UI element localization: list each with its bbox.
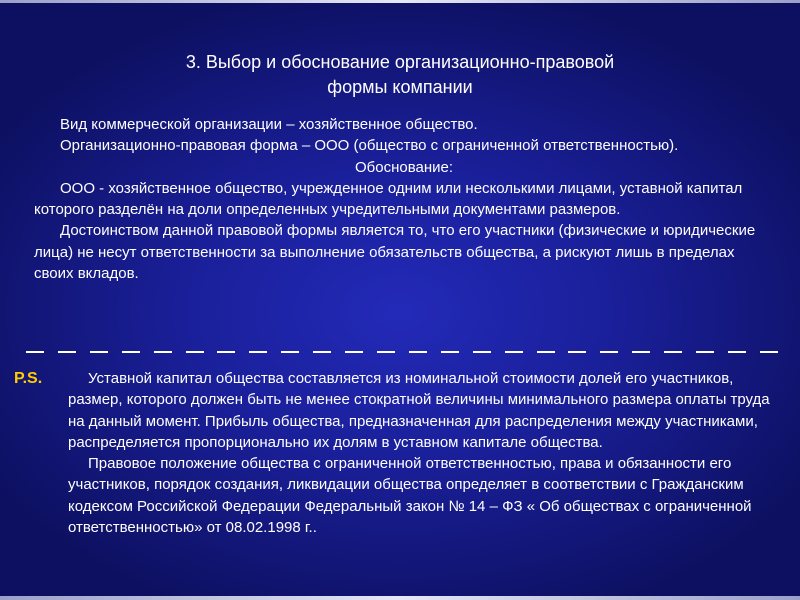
main-text-block: [34, 114, 774, 284]
paragraph-legal-status: Правовое положение общества с ограниченной ответственностью, права и обязанности его участников, порядок создания, ликвидации общества определяет в соответствии с Гражданским кодексом Российской Федерации Федеральный закон № 14 – ФЗ « Об обществах с ограниченной ответственностью» от 08.02.1998 г..: [68, 455, 752, 537]
top-border: [0, 0, 800, 3]
ps-text-block: [68, 368, 780, 538]
paragraph-llc-definition: ООО - хозяйственное общество, учрежденное одним или несколькими лицами, уставной капитал которого разделён на доли определенных учредительными документами размеров.: [34, 179, 743, 219]
bottom-border: [0, 596, 800, 600]
ps-label: P.S.: [14, 370, 43, 387]
title-line-2: формы компании: [327, 77, 473, 97]
paragraph-advantage: Достоинством данной правовой формы является то, что его участники (физические и юридические лица) не несут ответственности за выполнение обязательств общества, а рискуют лишь в пределах своих вкладов.: [34, 222, 756, 283]
title-line-1: 3. Выбор и обоснование организационно-правовой: [185, 52, 615, 72]
slide-title: [60, 50, 740, 100]
paragraph-org-type: Вид коммерческой организации – хозяйственное общество.: [60, 116, 478, 133]
paragraph-legal-form: Организационно-правовая форма – ООО (общество с ограниченной ответственностью).: [60, 137, 679, 155]
dashed-separator: [26, 351, 778, 353]
paragraph-charter-capital: Уставной капитал общества составляется из номинальной стоимости долей его участников, размер, которого должен быть не менее стократной величины минимального размера оплаты труда на данный момент. Прибыль общества, предназначенная для распределения между участниками, распределяется пропорционально их долям в уставном капитале общества.: [68, 370, 770, 451]
heading-justification: Обоснование:: [354, 158, 454, 176]
